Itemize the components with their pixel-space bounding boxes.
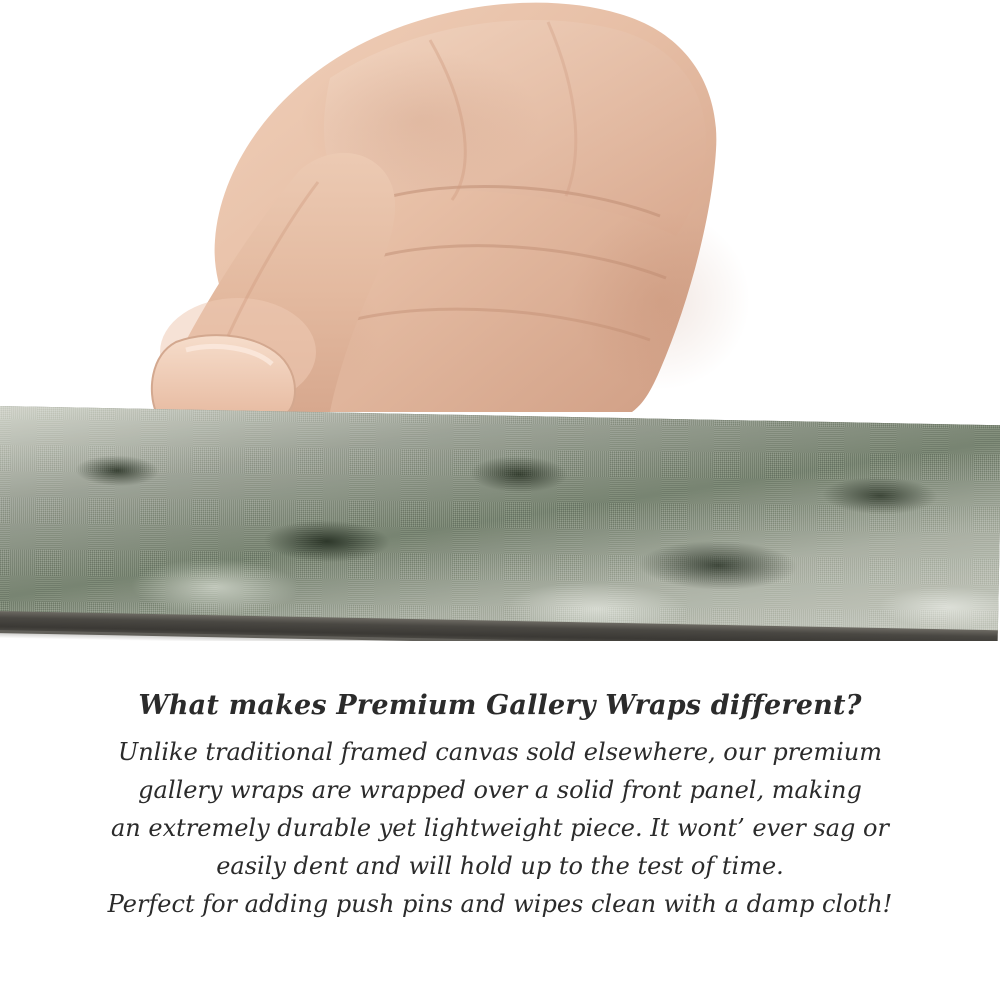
caption-line-3: an extremely durable yet lightweight piece. It wont’ ever sag or [111, 814, 889, 842]
caption-block [0, 690, 1000, 923]
hand-illustration [0, 0, 1000, 412]
canvas-speckle-texture [0, 406, 1000, 633]
caption-title: What makes Premium Gallery Wraps different? [138, 690, 862, 721]
caption-line-2: gallery wraps are wrapped over a solid front panel, making [138, 776, 862, 804]
caption-line-4: easily dent and will hold up to the test of time. [216, 852, 784, 880]
canvas-edge-photo [0, 406, 1000, 641]
hand-shading-2 [570, 210, 750, 390]
caption-line-1: Unlike traditional framed canvas sold elsewhere, our premium [117, 738, 882, 766]
caption-line-5: Perfect for adding push pins and wipes clean with a damp cloth! [107, 890, 893, 918]
hand-photo-region [0, 0, 1000, 412]
